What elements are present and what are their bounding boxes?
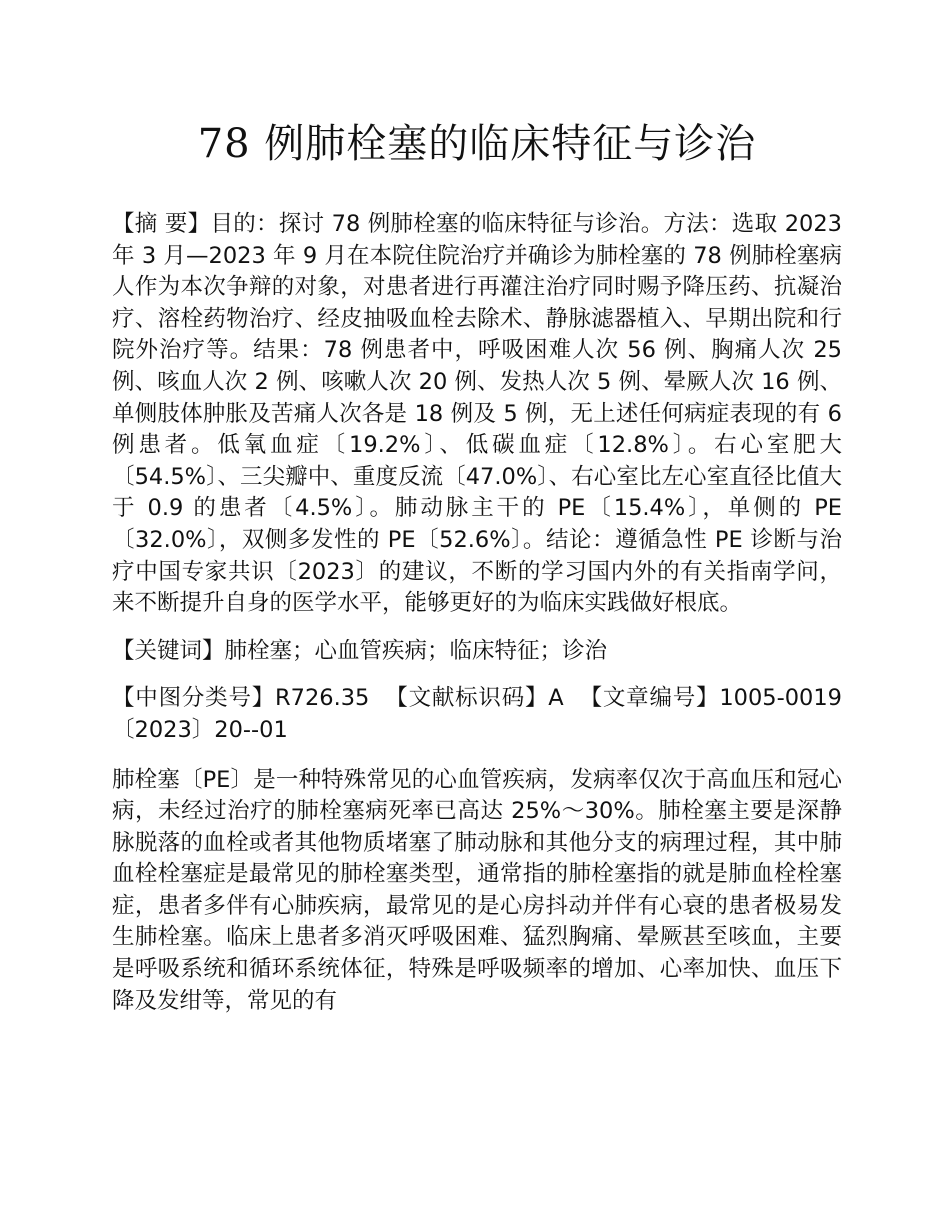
article-no-label: 【文章编号】 (579, 685, 720, 712)
abstract-paragraph (112, 209, 842, 620)
keywords-paragraph (112, 636, 842, 668)
body-paragraph: 肺栓塞〔PE〕是一种特殊常见的心血管疾病，发病率仅次于高血压和冠心病，未经过治疗的肺栓塞病死率已高达 25%～30%。肺栓塞主要是深静脉脱落的血栓或者其他物质堵塞了肺动脉和其他分支的病理过程，其中肺血栓栓塞症是最常见的肺栓塞类型，通常指的肺栓塞指的就是肺血栓栓塞症，患者多伴有心肺疾病，最常见的是心房抖动并伴有心衰的患者极易发生肺栓塞。临床上患者多消灭呼吸困难、猛烈胸痛、晕厥甚至咳血，主要是呼吸系统和循环系统体征，特殊是呼吸频率的增加、心率加快、血压下降及发绀等，常见的有 (112, 766, 842, 1014)
doc-code-label: 【文献标识码】 (385, 685, 549, 712)
clc-label: 【中图分类号】 (112, 685, 276, 712)
classification-paragraph (112, 683, 842, 746)
doc-code-value: A (548, 685, 564, 712)
document-body (112, 209, 842, 1033)
keywords-text: 肺栓塞；心血管疾病；临床特征；诊治 (224, 637, 608, 664)
keywords-label: 【关键词】 (112, 637, 225, 664)
abstract-label: 【摘 要】 (112, 211, 211, 237)
clc-value: R726.35 (275, 685, 370, 712)
document-title: 78 例肺栓塞的临床特征与诊治 (197, 121, 757, 167)
abstract-text: 目的：探讨 78 例肺栓塞的临床特征与诊治。方法：选取 2023 年 3 月—2023 年 9 月在本院住院治疗并确诊为肺栓塞的 78 例肺栓塞病人作为本次争辩的对象，对患者进行再灌注治疗同时赐予降压药、抗凝治疗、溶栓药物治疗、经皮抽吸血栓去除术、静脉滤器植入、早期出院和行院外治疗等。结果：78 例患者中，呼吸困难人次 56 例、胸痛人次 25 例、咳血人次 2 例、咳嗽人次 20 例、发热人次 5 例、晕厥人次 16 例、单侧肢体肿胀及苦痛人次各是 18 例及 5 例，无上述任何病症表现的有 6 例患者。低氧血症〔19.2%〕、低碳血症〔12.8%〕。右心室肥大〔54.5%〕、三尖瓣中、重度反流〔47.0%〕、右心室比左心室直径比值大于 0.9 的患者〔4.5%〕。肺动脉主干的 PE〔15.4%〕，单侧的 PE〔32.0%〕，双侧多发性的 PE〔52.6%〕。结论：遵循急性 PE 诊断与治疗中国专家共识〔2023〕的建议，不断的学习国内外的有关指南学问，来不断提升自身的医学水平，能够更好的为临床实践做好根底。 (112, 211, 842, 617)
article-no-value: 1005-0019〔2023〕20--01 (112, 685, 842, 743)
